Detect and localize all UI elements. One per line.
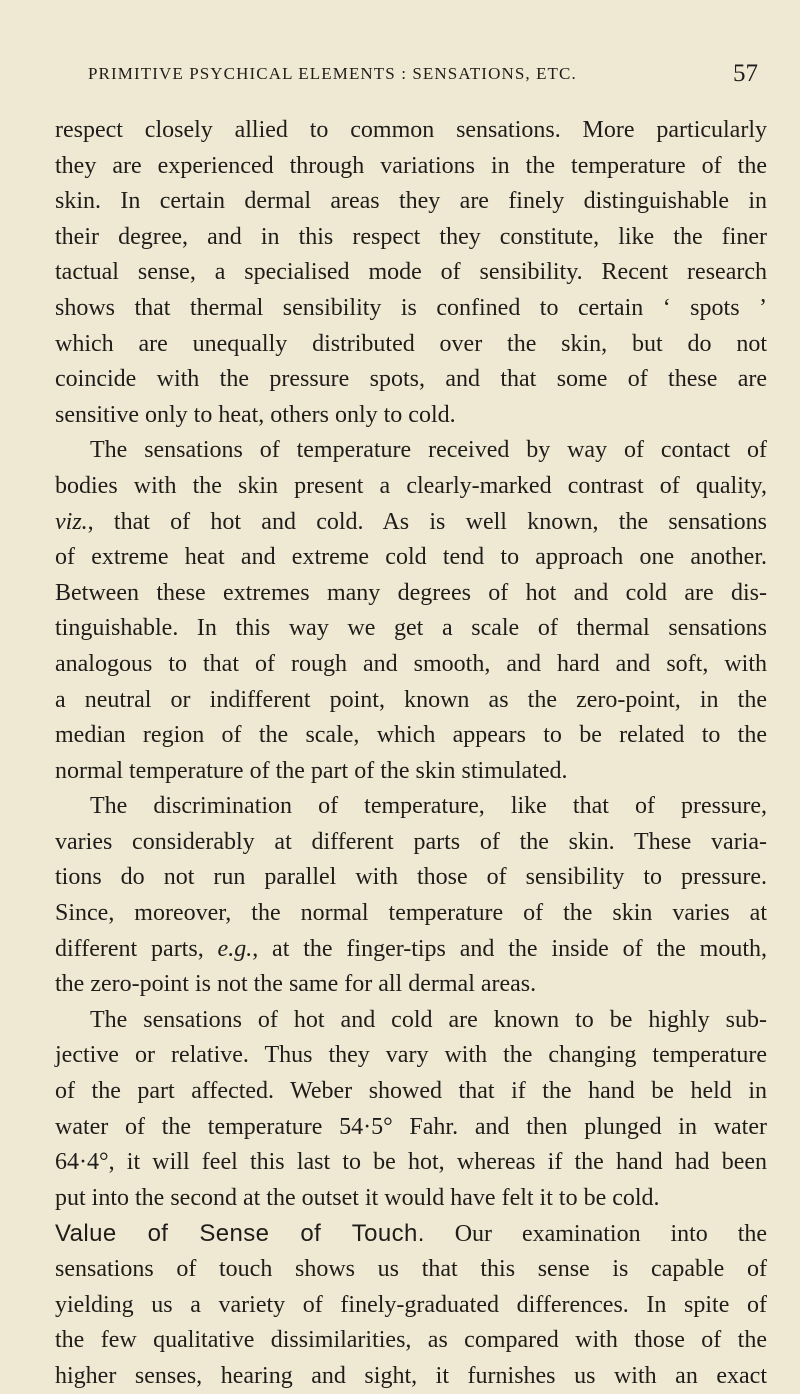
section-heading-continuation: Our examination into the — [454, 1221, 768, 1248]
text-line: of extreme heat and extreme cold tend to approach one another. — [55, 544, 767, 571]
text-line: coincide with the pressure spots, and that some of these are — [55, 366, 767, 393]
paragraph-start-line: The sensations of hot and cold are known to be highly sub- — [90, 1006, 767, 1033]
latin-abbreviation: e.g. — [217, 935, 253, 962]
text-line: respect closely allied to common sensations. More particularly — [55, 117, 767, 143]
section-heading-line — [55, 1216, 767, 1252]
text-line: their degree, and in this respect they constitute, like the finer — [55, 223, 767, 250]
text-line: tions do not run parallel with those of sensibility to pressure. — [55, 864, 767, 891]
running-title: PRIMITIVE PSYCHICAL ELEMENTS : SENSATIONS, ETC. — [88, 64, 577, 83]
text-line: yielding us a variety of finely-graduated differences. In spite of — [55, 1291, 767, 1318]
text-line: the few qualitative dissimilarities, as compared with those of the — [55, 1327, 767, 1354]
text-line: a neutral or indifferent point, known as the zero-point, in the — [55, 686, 767, 713]
text-line: which are unequally distributed over the skin, but do not — [55, 330, 767, 357]
text-line: of the part affected. Weber showed that if the hand be held in — [55, 1078, 767, 1105]
text-line: sensitive only to heat, others only to cold. — [55, 401, 456, 428]
text-line: Since, moreover, the normal temperature of the skin varies at — [55, 900, 767, 927]
text-line: analogous to that of rough and smooth, and hard and soft, with — [55, 650, 767, 677]
text-line: 64·4°, it will feel this last to be hot, whereas if the hand had been — [55, 1149, 767, 1176]
paragraph-start-line: The discrimination of temperature, like that of pressure, — [90, 793, 767, 820]
text-line: put into the second at the outset it would have felt it to be cold. — [55, 1184, 660, 1211]
text-line: higher senses, hearing and sight, it furnishes us with an exact — [55, 1362, 767, 1389]
text-line-italic-start: viz., that of hot and cold. As is well known, the sensations — [55, 508, 767, 535]
text-line: shows that thermal sensibility is confined to certain ‘ spots ’ — [55, 294, 767, 321]
latin-abbreviation: viz. — [55, 508, 88, 535]
text-line: tinguishable. In this way we get a scale of thermal sensations — [55, 615, 767, 642]
text-line: tactual sense, a specialised mode of sensibility. Recent research — [55, 259, 767, 286]
text-line: jective or relative. Thus they vary with the changing temperature — [55, 1042, 767, 1069]
text-line: the zero-point is not the same for all dermal areas. — [55, 971, 537, 998]
text-line: varies considerably at different parts of the skin. These varia- — [55, 828, 767, 855]
body-text — [55, 113, 767, 1394]
text-line: skin. In certain dermal areas they are finely distinguishable in — [55, 188, 767, 215]
section-heading: Value of Sense of Touch. — [55, 1220, 425, 1248]
text-line: Between these extremes many degrees of hot and cold are dis- — [55, 579, 767, 606]
text-line: different parts, e.g., at the finger-tips and the inside of the mouth, — [55, 935, 767, 962]
paragraph-start-line: The sensations of temperature received by way of contact of — [90, 437, 767, 464]
text-line: normal temperature of the part of the skin stimulated. — [55, 757, 568, 784]
text-line: sensations of touch shows us that this sense is capable of — [55, 1256, 767, 1282]
text-line: bodies with the skin present a clearly-marked contrast of quality, — [55, 472, 767, 499]
running-head — [88, 60, 758, 88]
text-line: median region of the scale, which appears to be related to the — [55, 722, 767, 749]
page-number: 57 — [733, 60, 758, 87]
text-line: water of the temperature 54·5° Fahr. and then plunged in water — [55, 1113, 767, 1140]
text-line: they are experienced through variations in the temperature of the — [55, 152, 767, 179]
